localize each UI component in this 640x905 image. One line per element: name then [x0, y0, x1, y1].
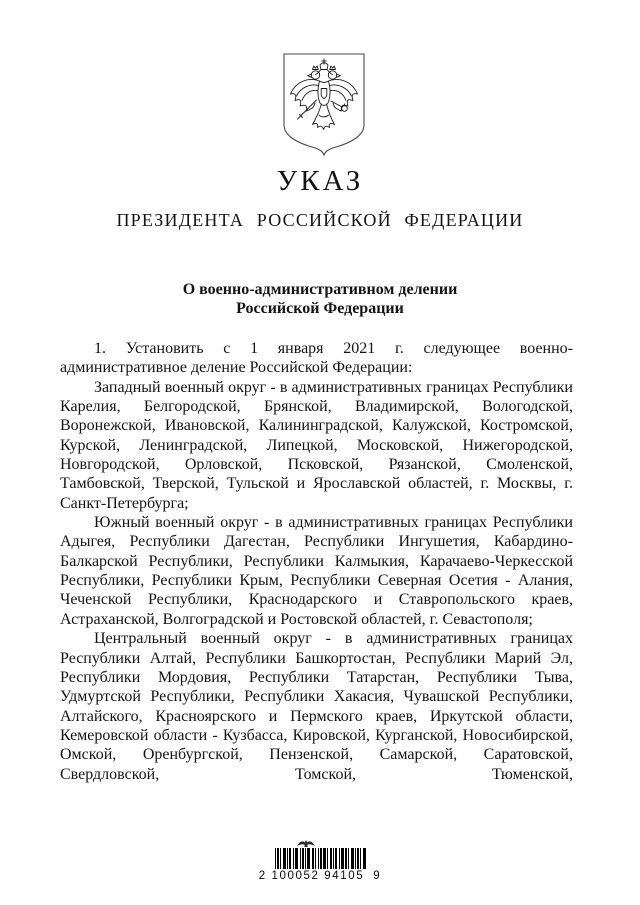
barcode-bar — [363, 848, 366, 869]
barcode-bar — [287, 848, 288, 869]
barcode-bar — [312, 848, 314, 869]
barcode-bar — [323, 848, 326, 869]
barcode-bar — [333, 848, 334, 869]
barcode-bar — [283, 848, 286, 869]
barcode-block — [0, 837, 640, 882]
barcode-bar — [330, 848, 332, 869]
barcode-bar — [355, 848, 356, 869]
barcode-bar — [275, 848, 276, 869]
barcode-bar — [327, 848, 328, 869]
barcode-bar — [339, 848, 340, 869]
barcode-bar — [305, 848, 306, 869]
paragraph: Западный военный округ - в административных границах Республики Карелия, Белгородской, Брянской, Владимирской, Вологодской, Воронежской, Ивановской, Калининградской, Калужской, Костромской, Курской, Ленинградской, Липецкой, Московской, Нижегородской, Новгородской, Орловской, Псковской, Рязанской, Смоленской, Тамбовской, Тверской, Тульской и Ярославской областей, г. Москвы, г. Санкт-Петербурга; — [60, 378, 573, 512]
barcode-bar — [320, 848, 322, 869]
decree-title: УКАЗ — [276, 165, 364, 197]
paragraph: 1. Установить с 1 января 2021 г. следующее военно-административное деление Российской Федерации: — [60, 340, 573, 377]
barcode-bars — [275, 848, 366, 869]
barcode-bar — [345, 848, 347, 869]
barcode-bar — [315, 848, 316, 869]
barcode-eagle-icon — [294, 837, 318, 848]
barcode-bar — [300, 848, 301, 869]
barcode-bar — [293, 848, 294, 869]
decree-subject-line2: Российской Федерации — [236, 299, 404, 317]
barcode-bar — [307, 848, 310, 869]
decree-issuer: ПРЕЗИДЕНТА РОССИЙСКОЙ ФЕДЕРАЦИИ — [116, 210, 524, 230]
decree-subject — [0, 281, 640, 318]
barcode-bar — [341, 848, 344, 869]
barcode-bar — [318, 848, 319, 869]
barcode-bar — [351, 848, 354, 869]
paragraph: Южный военный округ - в административных границах Республики Адыгея, Республики Дагестан, Республики Ингушетия, Кабардино-Балкарской Республики, Республики Калмыкия, Карачаево-Черкесской Республики, Республики Крым, Республики Северная Осетия - Алания, Чеченской Республики, Краснодарского и Ставропольского краев, Астраханской, Волгоградской и Ростовской областей, г. Севастополя; — [60, 514, 573, 628]
barcode-number — [259, 870, 382, 882]
barcode-bar — [289, 848, 291, 869]
barcode-number-main: 2 100052 94105 — [258, 870, 365, 882]
coat-of-arms-icon — [281, 53, 367, 157]
barcode-number-suffix: 9 — [373, 870, 382, 882]
paragraph: Центральный военный округ - в административных границах Республики Алтай, Республики Башкортостан, Республики Марий Эл, Республики Мордовия, Республики Татарстан, Республики Тыва, Удмуртской Республики, Республики Хакасия, Чувашской Республики, Алтайского, Красноярского и Пермского краев, Иркутской области, Кемеровской области - Кузбасса, Кировской, Курганской, Новосибирской, Омской, Оренбургской, Пензенской, Самарской, Саратовской, Свердловской, Томской, Тюменской, — [60, 630, 573, 783]
decree-subject-line1: О военно-административном делении — [182, 281, 458, 298]
barcode-bar — [357, 848, 359, 869]
body-paragraphs — [60, 339, 573, 784]
barcode-bar — [295, 848, 298, 869]
barcode-bar — [348, 848, 349, 869]
barcode-bar — [302, 848, 304, 869]
barcode-bar — [280, 848, 281, 869]
barcode-bar — [360, 848, 361, 869]
barcode-bar — [277, 848, 279, 869]
barcode-bar — [335, 848, 337, 869]
